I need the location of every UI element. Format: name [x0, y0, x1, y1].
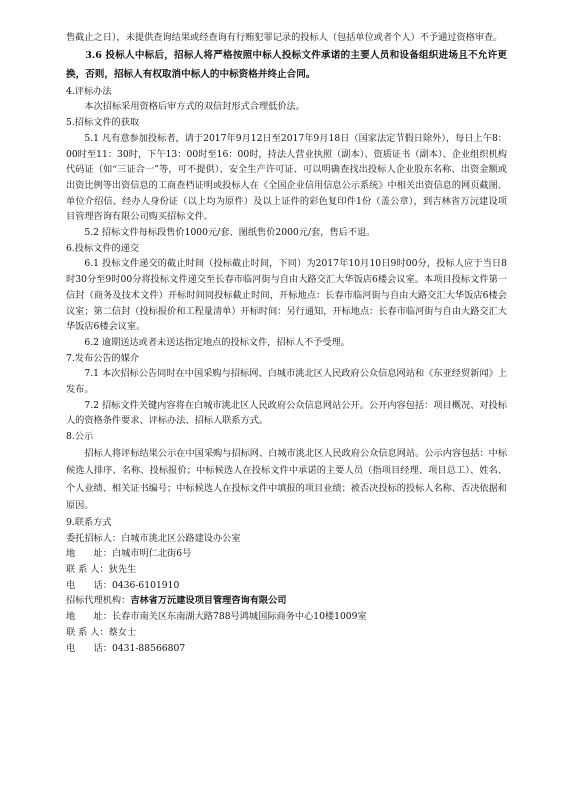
- agent-name: 吉林省万沅建设项目管理咨询有限公司: [130, 595, 287, 607]
- agent-label: 招标代理机构：: [66, 595, 131, 607]
- clause-6-2: 6.2 逾期送达或者未送达指定地点的投标文件，招标人不予受理。: [84, 336, 350, 348]
- agent-address-row: [66, 609, 507, 625]
- clause-5-2: 5.2 招标文件每标段售价1000元/套、图纸售价2000元/套，售后不退。: [84, 227, 376, 239]
- client-contact-label: 联 系 人：: [66, 563, 109, 575]
- section-8-text: 招标人将评标结果公示在中国采购与招标网、白城市洮北区人民政府公众信息网站。公示内容包括：中标候选人排序、名称、投标报价；中标候选人在投标文件中承诺的主要人员（指项目经理、项目总工）、姓名、个人业绩、相关证书编号；中标候选人在投标文件中填报的项目业绩；被否决投标的投标人名称、否决依据和原因。: [66, 447, 508, 512]
- agent-tel-label: 电 话：: [66, 642, 112, 654]
- document-page: [66, 30, 507, 656]
- agent-contact-row: [66, 625, 507, 641]
- clause-6-1: 6.1 投标文件递交的截止时间（投标截止时间，下同）为2017年10月10日9时00分，投标人应于当日8时30分至9时00分将投标文件递交至长春市临河街与自由大路交汇大华饭店6楼会议室。本项目投标文件第一信封（商务及技术文件）开标时间同投标截止时间，开标地点：长春市临河街与自由大路交汇大华饭店6楼会议室；第二信封（投标报价和工程量清单）开标时间：另行通知，开标地点：长春市临河街与自由大路交汇大华饭店6楼会议室。: [66, 258, 507, 333]
- section-5-title: 5.招标文件的获取: [66, 117, 140, 129]
- agent-contact: 蔡女士: [108, 626, 137, 638]
- client-tel-row: [66, 578, 507, 594]
- client-label: 委托招标人：: [66, 532, 122, 544]
- agent-contact-label: 联 系 人：: [66, 626, 109, 638]
- client-address: 白城市明仁北街6号: [111, 548, 192, 560]
- client-contact-row: [66, 562, 507, 578]
- section-7-title: 7.发布公告的媒介: [66, 352, 140, 364]
- section-6-title: 6.投标文件的递交: [66, 242, 140, 254]
- clause-7-1: 7.1 本次招标公告同时在中国采购与招标网、白城市洮北区人民政府公众信息网站和《东亚经贸新闻》上发布。: [66, 368, 507, 396]
- client-tel-label: 电 话：: [66, 579, 112, 591]
- section-4-title: 4.评标办法: [66, 85, 112, 97]
- client-tel: 0436-6101910: [111, 579, 180, 591]
- agent-tel-row: [66, 641, 507, 657]
- agent-address: 长春市南关区东南湖大路788号鸿城国际商务中心10楼1009室: [111, 611, 367, 623]
- client-name: 白城市洮北区公路建设办公室: [121, 532, 241, 544]
- clause-7-2: 7.2 招标文件关键内容将在白城市洮北区人民政府公众信息网站公开。公开内容包括：项目概况、对投标人的资格条件要求、评标办法、招标人联系方式。: [66, 399, 507, 427]
- client-address-row: [66, 546, 507, 562]
- agent-tel: 0431-88566807: [111, 642, 186, 654]
- client-address-label: 地 址：: [66, 548, 112, 560]
- agent-row: [66, 593, 507, 609]
- client-contact: 狄先生: [108, 563, 137, 575]
- clause-3-6: 3.6 投标人中标后，招标人将严格按照中标人投标文件承诺的主要人员和设备组织进场且不允许更换，否则，招标人有权取消中标人的中标资格并终止合同。: [66, 49, 507, 80]
- clause-5-1: 5.1 凡有意参加投标者，请于2017年9月12日至2017年9月18日（国家法定节假日除外），每日上午8：00时至11：30时，下午13：00时至16：00时，持法人营业执照（副本）、资质证书（副本）、企业组织机构代码证（如“三证合一”等，可不提供）、安全生产许可证、可以明确查找出投标人企业股东名称、出资金额或出资比例等出资信息的工商查档证明或投标人在《全国企业信用信息公示系统》中相关出资信息的网页截图、单位介绍信、经办人身份证（以上均为原件）及以上证件的彩色复印件1份（盖公章），到吉林省万沅建设项目管理咨询有限公司购买招标文件。: [66, 132, 507, 223]
- agent-address-label: 地 址：: [66, 611, 112, 623]
- section-8-title: 8.公示: [66, 431, 94, 443]
- section-4-text: 本次招标采用资格后审方式的双信封形式合理低价法。: [84, 101, 305, 113]
- section-9-title: 9.联系方式: [66, 516, 112, 528]
- intro-paragraph: 售截止之日），未提供查询结果或经查询有行贿犯罪记录的投标人（包括单位或者个人）不予通过资格审查。: [66, 32, 503, 43]
- client-row: [66, 531, 507, 547]
